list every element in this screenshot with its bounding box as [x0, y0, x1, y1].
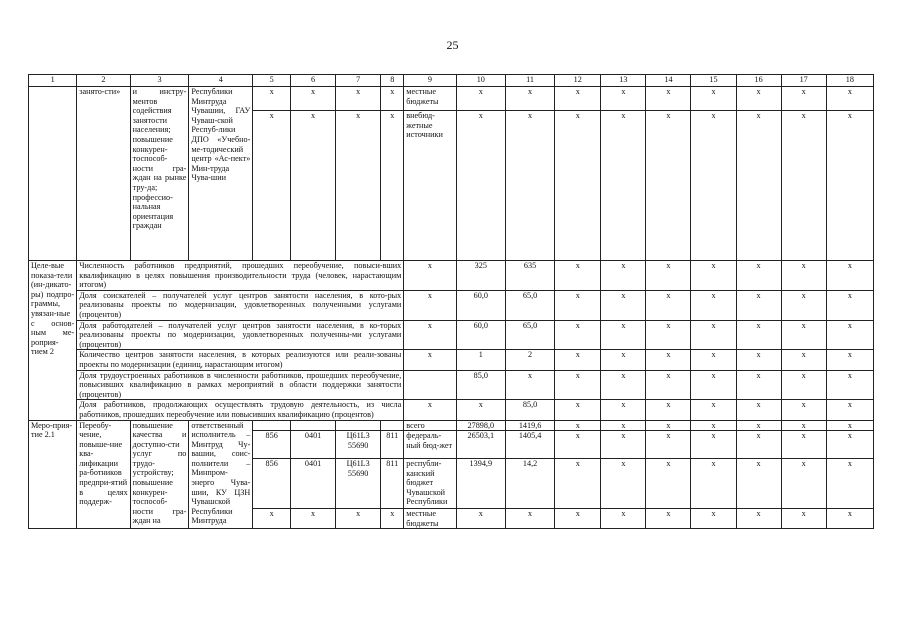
table-cell: x: [381, 509, 404, 529]
table-cell: x: [646, 320, 691, 350]
table-cell: x: [646, 459, 691, 509]
page-number: 25: [446, 38, 459, 52]
table-cell: x: [253, 509, 291, 529]
table-cell: x: [826, 431, 873, 459]
header-cell: 14: [646, 75, 691, 87]
table-cell: x: [646, 509, 691, 529]
header-cell: 11: [505, 75, 554, 87]
table-cell: x: [826, 420, 873, 431]
funding-source-cell: внебюд-жетные источники: [404, 111, 456, 261]
budget-table: [28, 74, 874, 529]
funding-source-cell: местные бюджеты: [404, 87, 456, 111]
table-cell: x: [555, 350, 601, 370]
table-cell: x: [291, 87, 336, 111]
table-cell: x: [336, 87, 381, 111]
empty-cell: [29, 87, 77, 261]
table-cell: 0401: [291, 431, 336, 459]
table-cell: x: [404, 261, 456, 291]
header-cell: 7: [336, 75, 381, 87]
table-cell: x: [505, 509, 554, 529]
table-cell: x: [601, 87, 646, 111]
table-cell: 26503,1: [456, 431, 505, 459]
table-row: [29, 87, 874, 111]
table-cell: x: [555, 400, 601, 420]
table-cell: x: [336, 509, 381, 529]
event-name-cell: Переобу-чение, повыше-ние ква-лификации ра-ботников предпри-ятий в целях поддерж-: [77, 420, 130, 529]
header-cell: 18: [826, 75, 873, 87]
table-cell: x: [691, 400, 736, 420]
table-cell: x: [736, 87, 781, 111]
table-cell: x: [736, 431, 781, 459]
table-cell: x: [555, 290, 601, 320]
table-cell: x: [646, 370, 691, 400]
header-cell: 5: [253, 75, 291, 87]
program-name-cell: занято-сти»: [77, 87, 130, 261]
event-number-cell: Меро-прия-тие 2.1: [29, 420, 77, 529]
event-tasks-cell: повышение качества и доступно-сти услуг по трудо-устройству; повышение конкурен-тоспособ-ности гра-ждан на: [130, 420, 189, 529]
table-cell: 856: [253, 431, 291, 459]
table-cell: 85,0: [456, 370, 505, 400]
table-cell: x: [691, 350, 736, 370]
table-cell: x: [691, 420, 736, 431]
header-cell: 8: [381, 75, 404, 87]
table-cell: x: [291, 509, 336, 529]
table-cell: x: [736, 420, 781, 431]
table-cell: x: [555, 431, 601, 459]
table-cell: x: [781, 370, 826, 400]
header-cell: 13: [601, 75, 646, 87]
table-cell: x: [456, 400, 505, 420]
table-cell: 1394,9: [456, 459, 505, 509]
table-cell: x: [601, 459, 646, 509]
table-cell: x: [456, 509, 505, 529]
table-cell: x: [691, 320, 736, 350]
table-cell: x: [456, 87, 505, 111]
table-cell: x: [736, 400, 781, 420]
table-cell: 856: [253, 459, 291, 509]
table-cell: x: [646, 290, 691, 320]
header-cell: 15: [691, 75, 736, 87]
table-cell: x: [404, 320, 456, 350]
table-cell: x: [736, 261, 781, 291]
table-cell: x: [601, 431, 646, 459]
table-cell: x: [781, 261, 826, 291]
table-cell: x: [691, 509, 736, 529]
table-cell: 811: [381, 431, 404, 459]
table-cell: x: [646, 400, 691, 420]
indicator-text-cell: Доля работодателей – получателей услуг центров занятости населения, в ко-торых реализованы проекты по модернизации, удовлетворенных полученны-ми услугами (процентов): [77, 320, 404, 350]
table-cell: [253, 420, 291, 431]
indicator-row: [29, 370, 874, 400]
header-cell: 2: [77, 75, 130, 87]
header-cell: 6: [291, 75, 336, 87]
table-cell: x: [646, 420, 691, 431]
indicator-text-cell: Доля работников, продолжающих осуществлять трудовую деятельность, из числа работников, прошедших переобучение или повысивших квалификацию (процентов): [77, 400, 404, 420]
event-row: [29, 420, 874, 431]
header-cell: 1: [29, 75, 77, 87]
table-cell: x: [381, 111, 404, 261]
table-cell: x: [826, 290, 873, 320]
table-cell: x: [601, 400, 646, 420]
table-cell: 27898,0: [456, 420, 505, 431]
table-cell: x: [736, 459, 781, 509]
table-cell: 1405,4: [505, 431, 554, 459]
table-cell: x: [781, 350, 826, 370]
table-cell: x: [646, 261, 691, 291]
table-cell: x: [826, 320, 873, 350]
indicator-row: [29, 400, 874, 420]
table-cell: x: [826, 111, 873, 261]
table-cell: x: [555, 420, 601, 431]
table-cell: x: [555, 459, 601, 509]
table-cell: x: [646, 87, 691, 111]
indicator-text-cell: Доля соискателей – получателей услуг центров занятости населения, в кото-рых реализованы проекты по модернизации, удовлетворенных полученными услугами (процентов): [77, 290, 404, 320]
table-cell: Ц61L3 55690: [336, 459, 381, 509]
table-cell: 1: [456, 350, 505, 370]
table-cell: x: [404, 290, 456, 320]
table-cell: 325: [456, 261, 505, 291]
table-cell: 85,0: [505, 400, 554, 420]
table-cell: x: [781, 290, 826, 320]
table-cell: x: [691, 87, 736, 111]
header-cell: 10: [456, 75, 505, 87]
table-cell: x: [253, 87, 291, 111]
table-cell: x: [691, 111, 736, 261]
table-cell: x: [601, 261, 646, 291]
table-cell: [291, 420, 336, 431]
table-cell: x: [601, 290, 646, 320]
table-cell: Ц61L3 55690: [336, 431, 381, 459]
table-cell: [381, 420, 404, 431]
indicator-row: [29, 261, 874, 291]
table-cell: x: [781, 400, 826, 420]
table-cell: x: [826, 459, 873, 509]
table-cell: x: [646, 431, 691, 459]
indicator-text-cell: Количество центров занятости населения, в которых реализуются или реали-зованы проекты по модернизации (единиц, нарастающим итогом): [77, 350, 404, 370]
table-cell: x: [291, 111, 336, 261]
table-cell: 1419,6: [505, 420, 554, 431]
table-cell: x: [826, 509, 873, 529]
table-cell: 0401: [291, 459, 336, 509]
table-cell: x: [646, 350, 691, 370]
header-cell: 16: [736, 75, 781, 87]
header-cell: 12: [555, 75, 601, 87]
header-cell: 3: [130, 75, 189, 87]
table-cell: x: [336, 111, 381, 261]
table-cell: x: [505, 87, 554, 111]
header-cell: 17: [781, 75, 826, 87]
table-cell: x: [253, 111, 291, 261]
table-cell: x: [601, 320, 646, 350]
table-cell: 14,2: [505, 459, 554, 509]
table-cell: x: [781, 320, 826, 350]
table-cell: 65,0: [505, 290, 554, 320]
table-cell: x: [736, 320, 781, 350]
table-cell: [336, 420, 381, 431]
indicator-row: [29, 290, 874, 320]
indicators-label-cell: Целе-вые показа-тели (ин-дикато-ры) подпро-граммы, увязан-ные с основ-ным ме-роприя-тием 2: [29, 261, 77, 421]
event-executors-cell: ответственный исполнитель – Минтруд Чу-вашии, соис-полнители – Минпром-энерго Чува-шии, КУ ЦЗН Чувашской Республики Минтруда: [189, 420, 253, 529]
table-cell: x: [781, 431, 826, 459]
table-cell: x: [736, 290, 781, 320]
indicator-row: [29, 350, 874, 370]
table-cell: x: [736, 111, 781, 261]
table-cell: x: [456, 111, 505, 261]
tasks-cell: и инстру-ментов содействия занятости населения; повышение конкурен-тоспособ-ности гра-ждан на рынке тру-да; профессио-нальная ориентация граждан: [130, 87, 189, 261]
table-cell: x: [736, 509, 781, 529]
table-cell: x: [601, 370, 646, 400]
indicator-text-cell: Численность работников предприятий, прошедших переобучение, повыси-вших квалификацию в целях повышения производительности труда (человек, нарастающим итогом): [77, 261, 404, 291]
table-cell: x: [505, 370, 554, 400]
table-cell: x: [505, 111, 554, 261]
table-cell: x: [601, 509, 646, 529]
table-cell: x: [555, 87, 601, 111]
table-cell: x: [404, 350, 456, 370]
header-cell: 9: [404, 75, 456, 87]
table-cell: x: [781, 111, 826, 261]
table-cell: x: [691, 290, 736, 320]
indicator-row: [29, 320, 874, 350]
table-cell: x: [691, 459, 736, 509]
table-cell: x: [691, 370, 736, 400]
funding-source-cell: местные бюджеты: [404, 509, 456, 529]
table-cell: x: [826, 261, 873, 291]
table-cell: x: [555, 111, 601, 261]
table-cell: 65,0: [505, 320, 554, 350]
table-cell: x: [781, 459, 826, 509]
executors-cell: Республики Минтруда Чувашии, ГАУ Чуваш-ской Респуб-лики ДПО «Учебно-ме-тодический центр «Ас-пект» Мин-труда Чува-шии: [189, 87, 253, 261]
table-cell: 811: [381, 459, 404, 509]
table-cell: x: [826, 400, 873, 420]
table-cell: x: [781, 420, 826, 431]
table-cell: x: [826, 370, 873, 400]
table-cell: x: [601, 111, 646, 261]
table-cell: x: [781, 87, 826, 111]
table-cell: [404, 370, 456, 400]
funding-source-cell: республи-канский бюджет Чувашской Республики: [404, 459, 456, 509]
table-cell: x: [736, 370, 781, 400]
table-cell: x: [555, 320, 601, 350]
table-cell: x: [555, 509, 601, 529]
table-cell: x: [691, 261, 736, 291]
table-cell: 635: [505, 261, 554, 291]
table-cell: x: [736, 350, 781, 370]
table-cell: x: [555, 261, 601, 291]
table-cell: x: [826, 350, 873, 370]
table-cell: x: [646, 111, 691, 261]
funding-source-cell: всего: [404, 420, 456, 431]
table-cell: 60,0: [456, 320, 505, 350]
table-cell: x: [691, 431, 736, 459]
table-cell: x: [781, 509, 826, 529]
table-cell: x: [826, 87, 873, 111]
table-cell: 2: [505, 350, 554, 370]
table-cell: 60,0: [456, 290, 505, 320]
table-cell: x: [601, 420, 646, 431]
header-row: [29, 75, 874, 87]
header-cell: 4: [189, 75, 253, 87]
funding-source-cell: федераль-ный бюд-жет: [404, 431, 456, 459]
table-cell: x: [404, 400, 456, 420]
indicator-text-cell: Доля трудоустроенных работников в численности работников, прошедших переобучение, повысивших квалификацию в рамках мероприятий в области поддержки занятости (процентов): [77, 370, 404, 400]
table-cell: x: [555, 370, 601, 400]
table-cell: x: [381, 87, 404, 111]
table-cell: x: [601, 350, 646, 370]
